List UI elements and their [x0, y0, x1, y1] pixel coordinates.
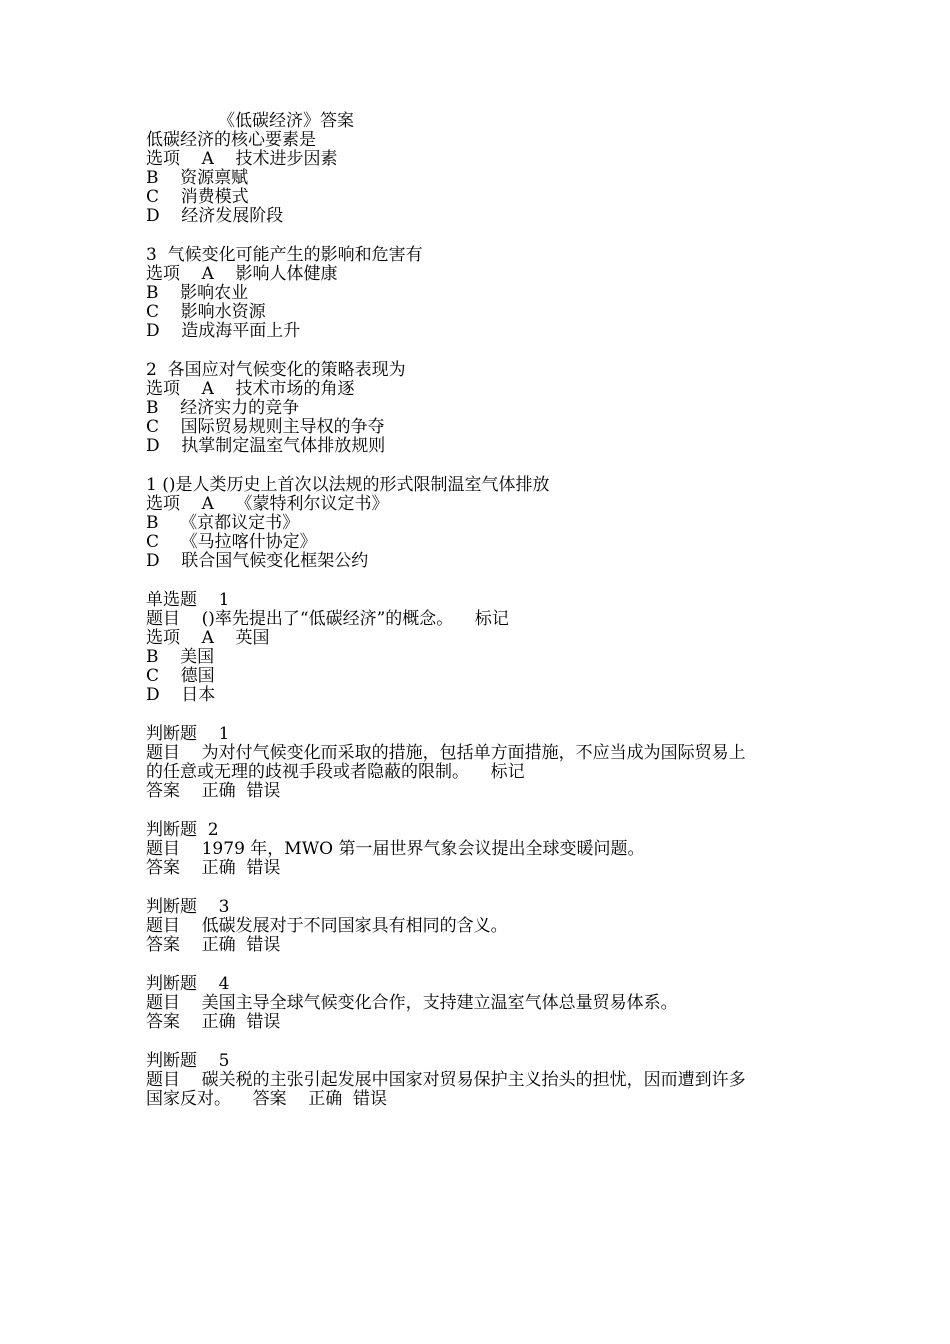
- option-line: C 《马拉喀什协定》: [146, 532, 317, 552]
- section-heading: 判断题 3: [146, 897, 230, 917]
- answer-line: 答案 正确 错误: [146, 1012, 281, 1032]
- option-line: 选项 A 技术进步因素: [146, 149, 338, 169]
- option-line: D 造成海平面上升: [146, 321, 301, 341]
- option-line: 选项 A 影响人体健康: [146, 264, 338, 284]
- question-line: 3 气候变化可能产生的影响和危害有: [146, 245, 423, 265]
- answer-line: 国家反对。 答案 正确 错误: [146, 1089, 388, 1109]
- answer-line: 答案 正确 错误: [146, 935, 281, 955]
- question-line: 1 ()是人类历史上首次以法规的形式限制温室气体排放: [146, 475, 550, 495]
- section-heading: 判断题 5: [146, 1051, 230, 1071]
- option-line: B 影响农业: [146, 283, 249, 303]
- section-heading: 判断题 2: [146, 820, 219, 840]
- option-line: 选项 A 技术市场的角逐: [146, 379, 355, 399]
- option-line: C 消费模式: [146, 187, 249, 207]
- option-line: B 经济实力的竞争: [146, 398, 300, 418]
- question-line: 题目 为对付气候变化而采取的措施，包括单方面措施，不应当成为国际贸易上: [146, 743, 746, 763]
- section-heading: 判断题 4: [146, 974, 230, 994]
- question-line: 的任意或无理的歧视手段或者隐蔽的限制。 标记: [146, 762, 525, 782]
- section-heading: 判断题 1: [146, 724, 230, 744]
- option-line: 选项 A 《蒙特利尔议定书》: [146, 494, 389, 514]
- answer-line: 答案 正确 错误: [146, 858, 281, 878]
- question-line: 题目 碳关税的主张引起发展中国家对贸易保护主义抬头的担忧，因而遭到许多: [146, 1070, 746, 1090]
- section-heading: 单选题 1: [146, 590, 230, 610]
- option-line: B 《京都议定书》: [146, 513, 300, 533]
- option-line: B 资源禀赋: [146, 168, 249, 188]
- question-line: 低碳经济的核心要素是: [146, 130, 316, 150]
- option-line: D 执掌制定温室气体排放规则: [146, 436, 386, 456]
- question-line: 题目 美国主导全球气候变化合作，支持建立温室气体总量贸易体系。: [146, 993, 678, 1013]
- option-line: C 国际贸易规则主导权的争夺: [146, 417, 385, 437]
- question-line: 题目 1979 年，MWO 第一届世界气象会议提出全球变暖问题。: [146, 839, 645, 859]
- option-line: D 联合国气候变化框架公约: [146, 551, 369, 571]
- question-line: 题目 ()率先提出了“低碳经济”的概念。 标记: [146, 609, 509, 629]
- question-line: 题目 低碳发展对于不同国家具有相同的含义。: [146, 916, 508, 936]
- option-line: D 日本: [146, 685, 216, 705]
- option-line: B 美国: [146, 647, 215, 667]
- option-line: C 德国: [146, 666, 215, 686]
- question-line: 2 各国应对气候变化的策略表现为: [146, 360, 406, 380]
- option-line: C 影响水资源: [146, 302, 266, 322]
- answer-line: 答案 正确 错误: [146, 781, 281, 801]
- option-line: 选项 A 英国: [146, 628, 270, 648]
- document-title: 《低碳经济》答案: [218, 111, 354, 131]
- option-line: D 经济发展阶段: [146, 206, 284, 226]
